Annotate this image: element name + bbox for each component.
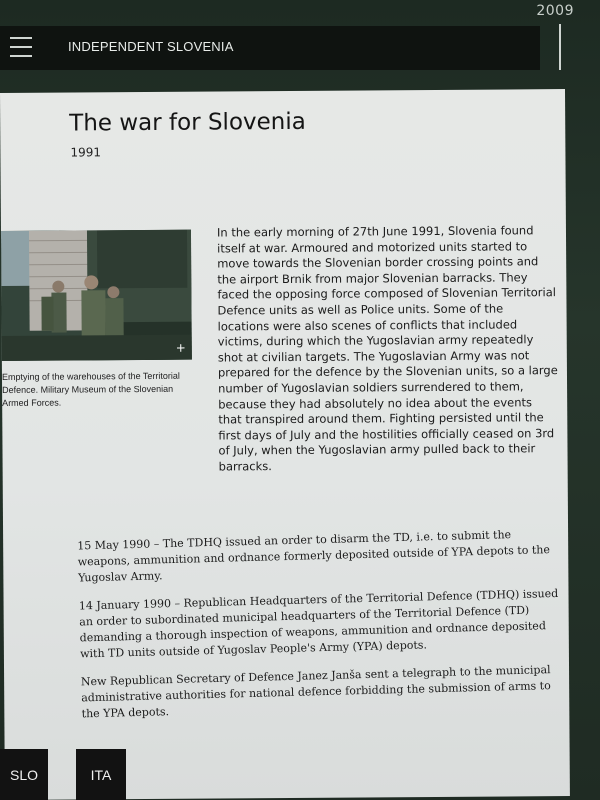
article-body: In the early morning of 27th June 1991, Slovenia found itself at war. Armoured and motorized units started to move towards the Slovenian border crossing points and the airport Brnik from major Slovenian barracks. They faced the opposing force composed of Slovenian Territorial Defence units as well as Police units. Some of the locations were also scenes of conflicts that included victims, during which the Yugoslavian army repeatedly shot at civilian targets. The Yugoslavian Army was not prepared for the defence by the Slovenian units, so a large number of Yugoslavian soldiers surrendered to them, because they had absolutely no idea about the events that transpired around them. Fighting persisted until the first days of July and the hostilities officially ceased on 3rd of July, when the Yugoslavian army pulled back to their barracks. xyxy=(216,223,558,474)
language-button-ita[interactable]: ITA xyxy=(76,749,126,800)
timeline-note: New Republican Secretary of Defence Janez Janša sent a telegraph to the municipal administrative authorities for national defence forbidding the submission of arms to the YPA depots. xyxy=(80,663,551,721)
soldiers-photo xyxy=(1,230,192,361)
hamburger-menu-icon[interactable] xyxy=(10,37,32,57)
divider xyxy=(559,24,561,70)
language-button-slo[interactable]: SLO xyxy=(0,749,48,800)
timeline-note: 15 May 1990 – The TDHQ issued an order to disarm the TD, i.e. to submit the weapons, ammunition and ordnance formerly deposited outside of YPA depots to the Yugoslav Army. xyxy=(77,528,551,585)
article-year: 1991 xyxy=(70,145,102,160)
section-title: INDEPENDENT SLOVENIA xyxy=(68,39,234,54)
year-label: 2009 xyxy=(536,3,574,19)
plus-icon[interactable]: + xyxy=(175,340,186,355)
article-title: The war for Slovenia xyxy=(69,108,306,137)
photo-caption: Emptying of the warehouses of the Territorial Defence. Military Museum of the Slovenian Armed Forces. xyxy=(1,370,180,408)
timeline-notes xyxy=(77,526,562,734)
article-photo[interactable] xyxy=(1,230,192,361)
article-panel xyxy=(0,89,570,800)
timeline-note: 14 January 1990 – Republican Headquarters of the Territorial Defence (TDHQ) issued an order to subordinated municipal headquarters of the Territorial Defence (TD) demanding a thorough inspection of weapons, ammunition and ordnance deposited with TD units outside of Yugoslav People's Army (YPA) depots. xyxy=(78,586,559,661)
top-navigation-bar xyxy=(0,26,540,70)
